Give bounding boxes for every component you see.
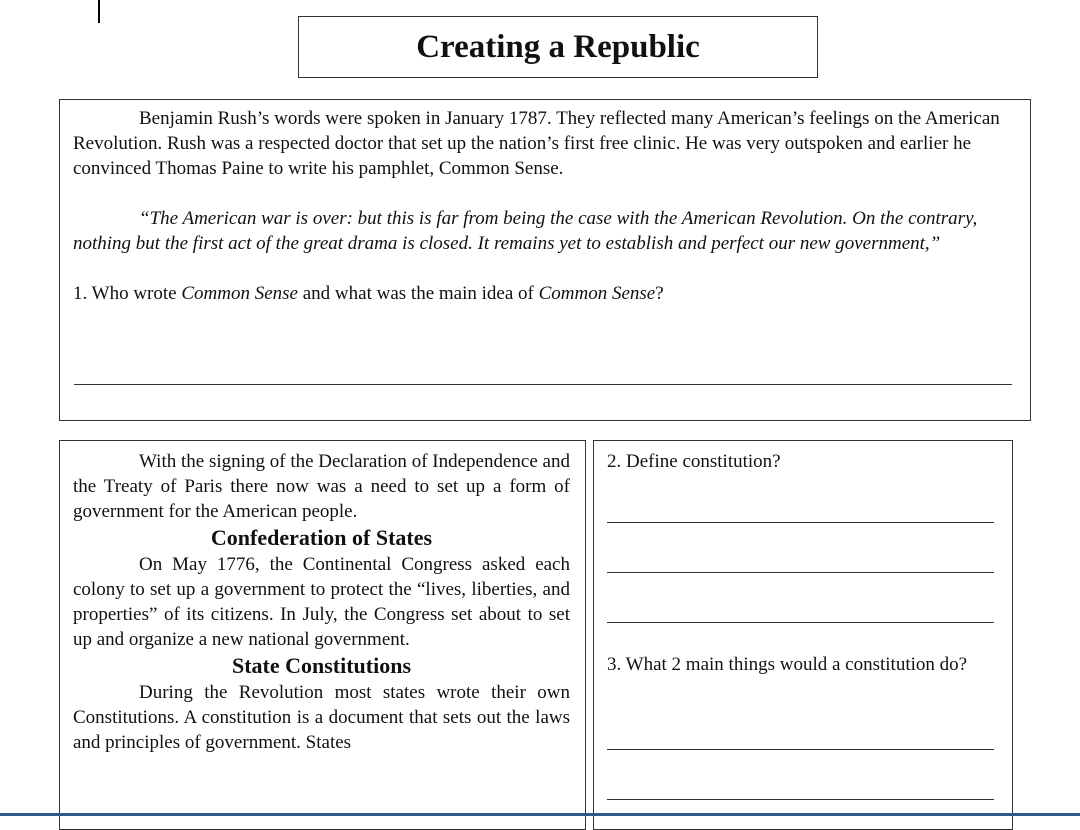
answer-line-2c[interactable] [607,622,994,623]
question-1 [73,281,1016,306]
reading-paragraph-2: On May 1776, the Continental Congress asked each colony to set up a government to protect the “lives, liberties, and properties” of its citizens. In July, the Congress set about to set up and organize a new national government. [73,554,570,650]
question-1-middle: and what was the main idea of [298,283,539,304]
question-1-title-2: Common Sense [538,283,656,304]
answer-line-2b[interactable] [607,572,994,573]
question-3: 3. What 2 main things would a constitution do? [607,654,968,675]
intro-box [59,99,1031,421]
question-1-prefix: 1. Who wrote [73,283,182,304]
answer-line-3b[interactable] [607,799,994,800]
questions-column [593,440,1013,830]
question-2: 2. Define constitution? [607,451,781,472]
rush-quote: “The American war is over: but this is far from being the case with the American Revolution. On the contrary, nothing but the first act of the great drama is closed. It remains yet to establish and perfect our new government,” [73,208,978,254]
reading-paragraph-3: During the Revolution most states wrote their own Constitutions. A constitution is a document that sets out the laws and principles of government. States [73,682,570,753]
question-1-suffix: ? [655,283,664,304]
answer-line-1[interactable] [74,384,1012,385]
answer-line-3a[interactable] [607,749,994,750]
heading-state-constitutions: State Constitutions [231,653,412,678]
text-cursor [98,0,100,23]
answer-line-2a[interactable] [607,522,994,523]
question-1-title-1: Common Sense [181,283,298,304]
reading-paragraph-1: With the signing of the Declaration of Independence and the Treaty of Paris there now was a need to set up a form of government for the American people. [73,451,570,522]
reading-column [59,440,586,830]
intro-paragraph: Benjamin Rush’s words were spoken in January 1787. They reflected many American’s feelings on the American Revolution. Rush was a respected doctor that set up the nation’s first free clinic. He was very outspoken and earlier he convinced Thomas Paine to write his pamphlet, Common Sense. [73,108,1000,179]
heading-confederation: Confederation of States [210,525,433,550]
page-title: Creating a Republic [298,16,818,78]
